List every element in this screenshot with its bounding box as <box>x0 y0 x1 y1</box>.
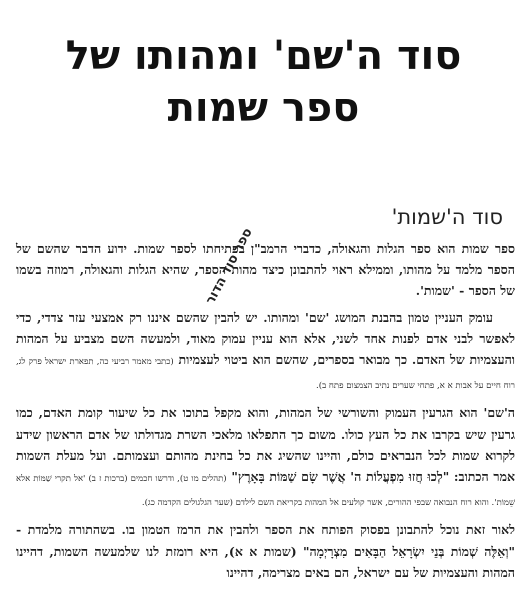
paragraph-1 <box>16 238 515 302</box>
paragraph-2-text: עומק העניין טמון בהבנת המושג 'שם' ומהותו. יש להבין שהשם איננו רק אמצעי עזר צדדי, כדי לאפשר לבני אדם לפנות אחד לשני, אלא הוא עניין עמוק מאוד, ולמעשה השם מצביע על המהות והעצמיות של האדם. כך מבואר בספרים, שהשם הוא ביטוי לעצמיות <box>16 309 515 368</box>
paragraph-3-reference: (תהלים מו ט), ודרשו חכמים (ברכות ז ב) 'אל תקרי שַׁמּוֹת אלא שֵׁמוֹת'. והוא רוח הנבואה שבפי ההורים, אשר קולעים אל המהות בקריאת השם לילדם (שער הגלגולים הקדמה כג). <box>16 474 515 509</box>
paragraph-3 <box>16 402 515 514</box>
paragraph-4-text: לאור זאת נוכל להתבונן בפסוק הפותח את הספר ולהבין את הרמז הטמון בו. בשהתורה מלמדת - "וְאֵלֶּה שְׁמוֹת בְּנֵי יִשְׂרָאֵל הַבָּאִים מִצְרָיְמָה" (שמות א א), היא רומזת לנו שלמעשה השמות, דהיינו המהות והעצמיות של עם ישראל, הם באים מצרימה, דהיינו <box>16 522 515 580</box>
paragraph-1-text: ספר שמות הוא ספר הגלות והגאולה, כדברי הרמב"ן בפתיחתו לספר שמות. ידוע הדבר שהשם של הספר מלמד על מהותו, וממילא ראוי להתבונן כיצד מהות הספר, שהיא הגלות והגאולה, רמוזה בשמו של הספר - 'שמות'. <box>16 241 515 299</box>
paragraph-3-text: ה'שם' הוא הגרעין העמוק והשורשי של המהות, והוא מקפל בתוכו את כל שיעור קומת האדם, כמו גרעין שיש בקרבו את כל העץ כולו. משום כך התפלאו מלאכי השרת מגדולתו של אדם הראשון שידע לקרוא שמות לכל הנבראים כולם, והיינו שהשיג את כל בחינת מהותם ועצמותם. ועל מעלת השמות אמר הכתוב: "לְכוּ חֲזוּ מִפְעֲלוֹת ה' אֲשֶׁר שָׂם שַׁמּוֹת בָּאָרֶץ" <box>16 405 516 485</box>
paragraph-4 <box>16 519 515 583</box>
paragraph-2-reference: (כתבי מאמר רביעי כה, תפארת ישראל פרק לג, רוח חיים על אבות א א, פתחי שערים נתיב הצמצום פתח ב). <box>16 357 515 392</box>
paragraph-2 <box>16 307 515 398</box>
page-title-line-1: סוד ה'שם' ומהותו של <box>65 33 462 79</box>
body-text <box>16 238 515 588</box>
section-heading: סוד ה'שמות' <box>391 205 503 229</box>
diagonal-stamp: ספר סוד הדור <box>203 225 256 308</box>
page-title-line-2: ספר שמות <box>167 85 360 131</box>
